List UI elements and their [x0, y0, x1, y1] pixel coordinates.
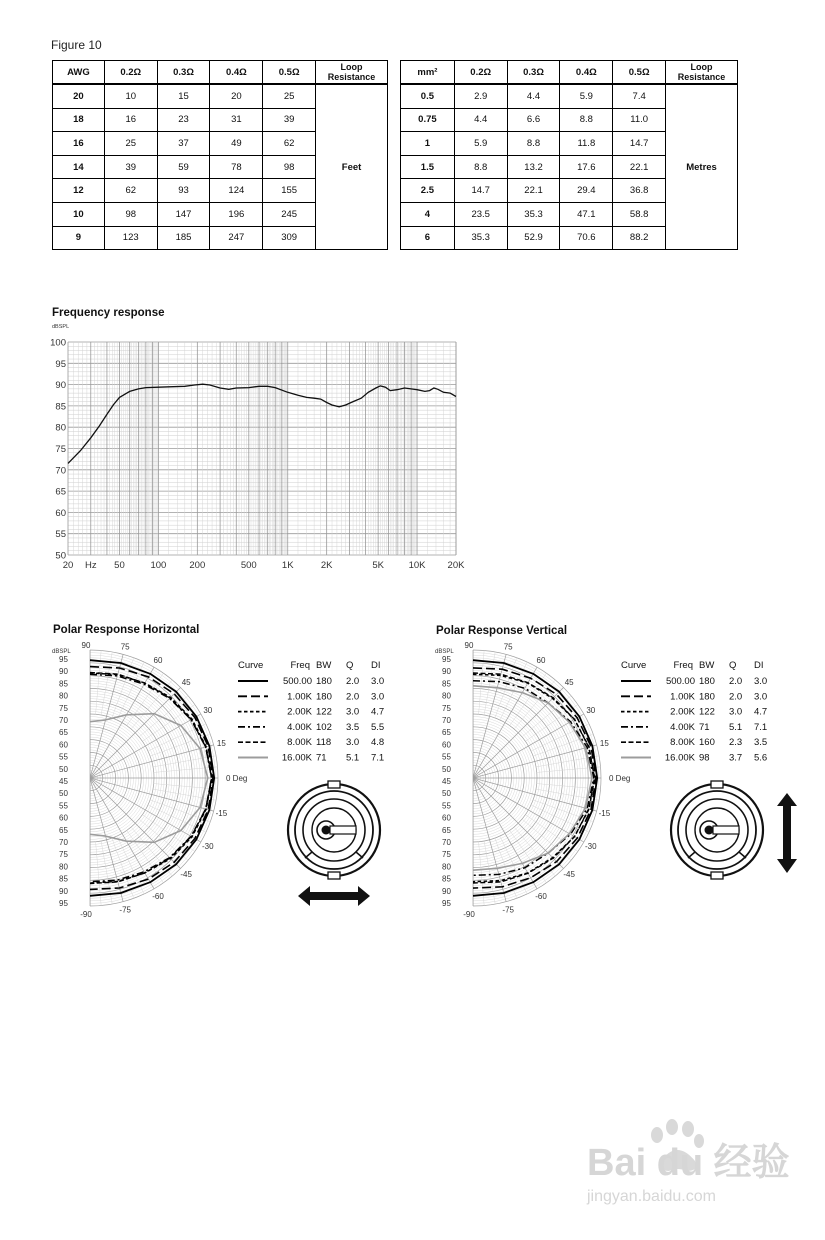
legend-freq: 500.00: [665, 676, 695, 687]
table-row: [53, 84, 388, 108]
polar-angle-label: -60: [152, 891, 164, 901]
unit-cell: Metres: [666, 84, 738, 250]
polar-angle-label: -90: [463, 910, 475, 919]
polar-db-label: 70: [59, 716, 68, 725]
legend-q: 3.7: [729, 752, 743, 764]
polar-db-label: 70: [442, 716, 451, 725]
x-tick-label: Hz: [84, 560, 97, 571]
polar-angle-label: 30: [203, 706, 213, 715]
table-cell: 29.4: [560, 179, 613, 203]
legend-freq: 500.00: [282, 676, 312, 687]
table-cell: 25: [104, 132, 157, 156]
polar-angle-label: -30: [201, 842, 214, 851]
polar-vertical-chart: [433, 640, 813, 925]
polar-db-label: 85: [442, 874, 451, 884]
table-cell: 155: [263, 179, 316, 203]
polar-grid: [433, 650, 601, 906]
polar-db-label: 85: [442, 679, 451, 689]
polar-ylabel: dBSPL: [435, 649, 454, 655]
polar-db-label: 70: [59, 838, 68, 847]
polar-angle-label: -75: [502, 905, 514, 915]
table-cell: 124: [210, 179, 263, 203]
legend-header: Freq: [673, 660, 693, 671]
legend-header: Curve: [238, 660, 264, 671]
polar-angle-label: -45: [180, 870, 192, 880]
legend-q: 2.0: [729, 676, 743, 687]
legend-freq: 16.00K: [281, 752, 312, 764]
table-cell: 23: [157, 108, 210, 132]
polar-db-label: 85: [59, 874, 68, 884]
polar-db-label: 80: [59, 691, 68, 701]
polar-vertical-title: Polar Response Vertical: [436, 625, 568, 637]
mm2-resistance-table: [400, 60, 738, 250]
legend-q: 3.0: [346, 737, 360, 749]
legend-header: DI: [754, 660, 764, 671]
legend-bw: 71: [699, 721, 710, 733]
legend-bw: 180: [699, 676, 715, 687]
table-cell: 5.9: [560, 84, 613, 108]
table-cell: 309: [263, 226, 316, 250]
table-cell: 17.6: [560, 155, 613, 179]
legend-q: 3.0: [346, 706, 360, 718]
table-cell: 49: [210, 132, 263, 156]
legend-q: 2.3: [729, 737, 743, 749]
polar-radial: [90, 778, 214, 811]
x-tick-label: 2K: [320, 560, 333, 571]
table-cell: 11.0: [613, 108, 666, 132]
table-cell: 98: [104, 202, 157, 226]
polar-db-label: 80: [442, 862, 451, 872]
polar-db-label: 60: [442, 740, 451, 750]
legend-q: 5.1: [729, 721, 743, 733]
polar-grid: [50, 650, 218, 906]
loop-header-line: Loop: [340, 62, 363, 72]
x-tick-label: 50: [114, 560, 125, 571]
polar-angle-label: 60: [153, 656, 163, 666]
polar-angle-label: 15: [599, 738, 609, 748]
speaker-icon: [288, 781, 380, 879]
polar-angle-label: 45: [564, 677, 574, 687]
polar-db-label: 60: [59, 813, 68, 823]
table-cell: 16: [104, 108, 157, 132]
table-cell: 36.8: [613, 179, 666, 203]
table-cell: 98: [263, 155, 316, 179]
legend-di: 4.7: [754, 706, 768, 718]
legend-bw: 122: [316, 706, 332, 718]
table-cell: 247: [210, 226, 263, 250]
legend-header: Freq: [290, 660, 310, 671]
legend-bw: 118: [316, 737, 332, 749]
table-cell: 47.1: [560, 202, 613, 226]
table-cell: 245: [263, 202, 316, 226]
loop-resistance-header: [666, 61, 738, 85]
y-tick-label: 70: [55, 465, 66, 477]
table-header-row: [53, 61, 388, 85]
legend-di: 3.0: [754, 676, 768, 687]
table-cell: 14.7: [613, 132, 666, 156]
polar-angle-label: -45: [563, 870, 575, 880]
polar-radial: [473, 778, 506, 902]
polar-db-label: 50: [59, 764, 68, 774]
watermark-url: jingyan.baidu.com: [587, 1188, 716, 1205]
legend-bw: 180: [699, 691, 715, 703]
table-cell: 39: [104, 155, 157, 179]
polar-angle-label: 15: [216, 738, 226, 748]
legend-di: 4.8: [371, 737, 385, 749]
y-tick-label: 80: [55, 422, 66, 434]
polar-db-label: 55: [59, 752, 68, 762]
column-header: 0.4Ω: [210, 61, 263, 85]
polar-db-label: 55: [442, 801, 451, 811]
column-header: AWG: [53, 61, 105, 85]
polar-db-label: 65: [59, 825, 68, 835]
row-header-cell: 16: [53, 132, 105, 156]
table-cell: 35.3: [507, 202, 560, 226]
legend-freq: 2.00K: [670, 706, 695, 718]
legend-q: 2.0: [346, 691, 360, 703]
table-cell: 39: [263, 108, 316, 132]
legend-di: 7.1: [754, 721, 768, 733]
legend-header: BW: [699, 660, 715, 671]
legend-di: 3.5: [754, 737, 768, 749]
x-tick-label: 100: [150, 560, 167, 571]
table-cell: 196: [210, 202, 263, 226]
table-cell: 11.8: [560, 132, 613, 156]
polar-angle-label: 60: [536, 656, 546, 666]
row-header-cell: 0.5: [401, 84, 455, 108]
polar-radial: [473, 745, 597, 778]
legend-q: 3.5: [346, 721, 360, 733]
legend-q: 2.0: [729, 691, 743, 703]
table-cell: 13.2: [507, 155, 560, 179]
table-cell: 6.6: [507, 108, 560, 132]
row-header-cell: 6: [401, 226, 455, 250]
polar-db-label: 65: [442, 825, 451, 835]
table-cell: 70.6: [560, 226, 613, 250]
vertical-arrow-icon: [777, 793, 797, 873]
y-tick-label: 60: [55, 507, 66, 519]
column-header: 0.3Ω: [507, 61, 560, 85]
figure-label: Figure 10: [51, 38, 102, 52]
polar-angle-label: -30: [584, 842, 597, 851]
table-cell: 147: [157, 202, 210, 226]
loop-header-line: Resistance: [327, 72, 376, 82]
table-cell: 88.2: [613, 226, 666, 250]
table-cell: 7.4: [613, 84, 666, 108]
speaker-clip: [711, 872, 723, 879]
column-header: 0.5Ω: [263, 61, 316, 85]
polar-db-label: 75: [442, 850, 451, 860]
loop-header-line: Loop: [690, 62, 713, 72]
legend-header: Q: [729, 660, 737, 671]
y-tick-label: 90: [55, 380, 66, 392]
polar-db-label: 80: [442, 691, 451, 701]
legend-bw: 98: [699, 752, 710, 764]
x-tick-label: 20: [62, 560, 74, 571]
legend-bw: 71: [316, 752, 327, 764]
polar-angle-label: -75: [119, 905, 131, 915]
legend-bw: 180: [316, 691, 332, 703]
table-cell: 62: [104, 179, 157, 203]
polar-db-label: 60: [442, 813, 451, 823]
table-cell: 22.1: [507, 179, 560, 203]
row-header-cell: 14: [53, 155, 105, 179]
table-cell: 58.8: [613, 202, 666, 226]
table-cell: 15: [157, 84, 210, 108]
table-header-row: [401, 61, 738, 85]
horizontal-arrow-icon: [298, 886, 370, 906]
polar-db-label: 60: [59, 740, 68, 750]
speaker-clip: [328, 872, 340, 879]
legend-freq: 1.00K: [287, 691, 312, 703]
legend-di: 3.0: [371, 691, 385, 703]
column-header: 0.3Ω: [157, 61, 210, 85]
y-tick-label: 50: [55, 550, 66, 562]
polar-angle-label: -90: [80, 910, 92, 919]
row-header-cell: 4: [401, 202, 455, 226]
polar-radial: [473, 778, 597, 811]
polar-angle-label: -15: [598, 809, 611, 819]
baidu-watermark: [585, 1115, 810, 1225]
polar-db-label: 70: [442, 838, 451, 847]
polar-ylabel: dBSPL: [52, 649, 71, 655]
legend-bw: 160: [699, 737, 715, 749]
legend-di: 7.1: [371, 752, 385, 764]
x-tick-label: 5K: [372, 560, 384, 571]
column-header: 0.4Ω: [560, 61, 613, 85]
unit-cell: Feet: [316, 84, 388, 250]
row-header-cell: 0.75: [401, 108, 455, 132]
legend-di: 5.6: [754, 752, 768, 764]
legend-header: BW: [316, 660, 332, 671]
speaker-arm: [713, 826, 739, 834]
y-tick-label: 95: [55, 358, 66, 370]
x-tick-label: 1K: [281, 560, 294, 571]
polar-angle-label: 0 Deg: [609, 774, 631, 783]
column-header: mm²: [401, 61, 455, 85]
table-cell: 2.9: [454, 84, 507, 108]
legend-di: 5.5: [371, 721, 385, 733]
column-header: 0.2Ω: [454, 61, 507, 85]
table-cell: 8.8: [507, 132, 560, 156]
y-tick-label: 55: [55, 529, 66, 541]
polar-db-label: 95: [59, 655, 68, 664]
legend-q: 5.1: [346, 752, 360, 764]
table-cell: 52.9: [507, 226, 560, 250]
legend-freq: 1.00K: [670, 691, 695, 703]
row-header-cell: 2.5: [401, 179, 455, 203]
table-cell: 14.7: [454, 179, 507, 203]
x-tick-label: 500: [240, 560, 257, 571]
table-cell: 31: [210, 108, 263, 132]
polar-radial: [90, 745, 214, 778]
row-header-cell: 10: [53, 202, 105, 226]
y-tick-label: 65: [55, 486, 66, 498]
loop-header-line: Resistance: [677, 72, 726, 82]
legend-freq: 4.00K: [287, 721, 312, 733]
polar-db-label: 55: [59, 801, 68, 811]
table-row: [401, 84, 738, 108]
speaker-tweeter-dome: [705, 826, 714, 835]
row-header-cell: 18: [53, 108, 105, 132]
legend-di: 3.0: [371, 676, 385, 687]
table-cell: 93: [157, 179, 210, 203]
row-header-cell: 9: [53, 226, 105, 250]
legend-header: Q: [346, 660, 354, 671]
polar-db-label: 45: [59, 777, 68, 786]
column-header: 0.5Ω: [613, 61, 666, 85]
table-cell: 185: [157, 226, 210, 250]
table-cell: 10: [104, 84, 157, 108]
legend-header: DI: [371, 660, 381, 671]
polar-db-label: 75: [442, 703, 451, 713]
polar-db-label: 90: [59, 667, 68, 677]
table-cell: 22.1: [613, 155, 666, 179]
table-cell: 4.4: [507, 84, 560, 108]
polar-angle-label: 0 Deg: [226, 774, 248, 783]
legend-di: 4.7: [371, 706, 385, 718]
legend-di: 3.0: [754, 691, 768, 703]
legend-q: 3.0: [729, 706, 743, 718]
legend-freq: 16.00K: [664, 752, 695, 764]
polar-db-label: 90: [442, 886, 451, 896]
response-line: [68, 384, 456, 463]
legend-bw: 180: [316, 676, 332, 687]
polar-angle-label: -15: [215, 809, 228, 819]
row-header-cell: 12: [53, 179, 105, 203]
polar-angle-label: 75: [120, 642, 130, 652]
polar-db-label: 95: [59, 899, 68, 908]
polar-angle-label: 45: [181, 677, 191, 687]
legend-bw: 122: [699, 706, 715, 718]
speaker-clip: [328, 781, 340, 788]
polar-db-label: 55: [442, 752, 451, 762]
table-cell: 4.4: [454, 108, 507, 132]
loop-resistance-header: [316, 61, 388, 85]
polar-horizontal-title: Polar Response Horizontal: [53, 624, 200, 636]
legend-bw: 102: [316, 721, 332, 733]
x-tick-label: 200: [189, 560, 206, 571]
speaker-clip: [711, 781, 723, 788]
y-tick-label: 100: [50, 337, 66, 349]
legend-header: Curve: [621, 660, 647, 671]
legend-freq: 8.00K: [287, 737, 312, 749]
polar-db-label: 50: [59, 789, 68, 799]
polar-db-label: 50: [442, 764, 451, 774]
polar-db-label: 80: [59, 862, 68, 872]
legend-freq: 4.00K: [670, 721, 695, 733]
legend-freq: 8.00K: [670, 737, 695, 749]
polar-db-label: 90: [59, 886, 68, 896]
table-cell: 8.8: [560, 108, 613, 132]
polar-angle-label: 75: [503, 642, 513, 652]
row-header-cell: 20: [53, 84, 105, 108]
table-cell: 37: [157, 132, 210, 156]
table-cell: 78: [210, 155, 263, 179]
column-header: 0.2Ω: [104, 61, 157, 85]
frequency-response-ylabel: dBSPL: [52, 324, 70, 330]
y-tick-label: 75: [55, 444, 66, 455]
polar-horizontal-chart: [50, 640, 405, 925]
polar-angle-label: 30: [586, 706, 596, 715]
frequency-response-title: Frequency response: [52, 307, 165, 319]
frequency-response-chart: [40, 334, 480, 574]
table-cell: 59: [157, 155, 210, 179]
table-cell: 123: [104, 226, 157, 250]
row-header-cell: 1: [401, 132, 455, 156]
polar-db-label: 75: [59, 703, 68, 713]
speaker-tweeter-dome: [322, 826, 331, 835]
table-cell: 25: [263, 84, 316, 108]
table-cell: 35.3: [454, 226, 507, 250]
polar-db-label: 85: [59, 679, 68, 689]
polar-db-label: 65: [59, 728, 68, 738]
x-tick-label: 10K: [408, 560, 426, 571]
legend-freq: 2.00K: [287, 706, 312, 718]
y-tick-label: 85: [55, 401, 66, 413]
polar-db-label: 45: [442, 777, 451, 786]
polar-db-label: 90: [442, 667, 451, 677]
polar-db-label: 65: [442, 728, 451, 738]
polar-angle-label: 90: [464, 641, 474, 650]
legend-q: 2.0: [346, 676, 360, 687]
speaker-arm: [330, 826, 356, 834]
speaker-icon: [671, 781, 763, 879]
table-cell: 5.9: [454, 132, 507, 156]
watermark-brand: Bai du 经验: [587, 1142, 790, 1184]
row-header-cell: 1.5: [401, 155, 455, 179]
polar-db-label: 95: [442, 899, 451, 908]
polar-db-label: 50: [442, 789, 451, 799]
polar-db-label: 75: [59, 850, 68, 860]
x-tick-label: 20K: [447, 560, 465, 571]
polar-angle-label: -60: [535, 891, 547, 901]
table-cell: 23.5: [454, 202, 507, 226]
table-cell: 20: [210, 84, 263, 108]
awg-resistance-table: [52, 60, 388, 250]
table-cell: 62: [263, 132, 316, 156]
polar-angle-label: 90: [81, 641, 91, 650]
polar-db-label: 95: [442, 655, 451, 664]
table-cell: 8.8: [454, 155, 507, 179]
